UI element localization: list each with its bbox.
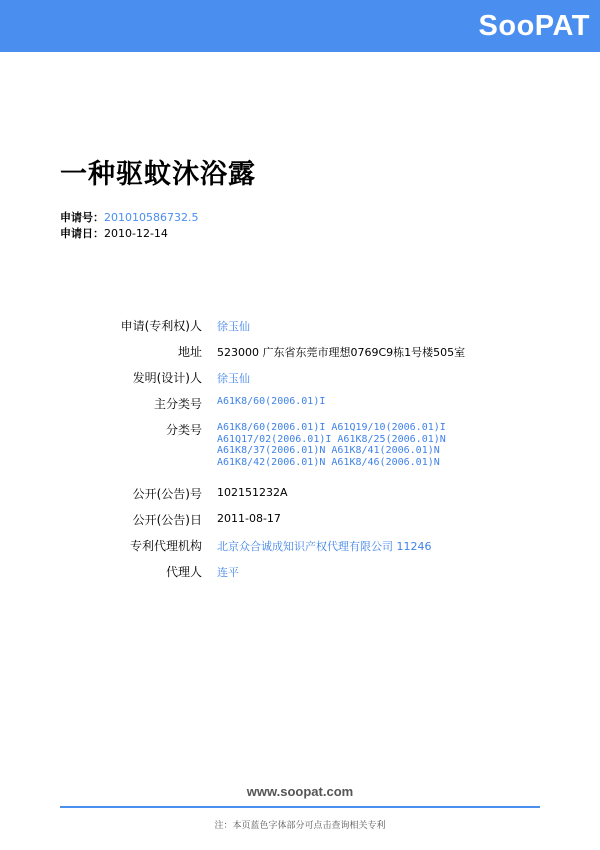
classification-link[interactable]: A61K8/60(2006.01)I A61Q19/10(2006.01)I bbox=[217, 422, 446, 433]
footer-note: 注：本页蓝色字体部分可点击查询相关专利 bbox=[214, 821, 386, 831]
publication-date-label: 公开(公告)日 bbox=[132, 513, 202, 527]
soopat-logo[interactable]: SooPAT bbox=[478, 10, 590, 42]
application-number-link[interactable]: 201010586732.5 bbox=[104, 211, 199, 224]
applicant-link[interactable]: 徐玉仙 bbox=[217, 320, 250, 333]
inventor-label: 发明(设计)人 bbox=[132, 371, 202, 385]
patent-title: 一种驱蚊沐浴露 bbox=[60, 159, 256, 190]
footer-url[interactable]: www.soopat.com bbox=[246, 784, 354, 799]
address-label: 地址 bbox=[177, 345, 202, 359]
header-bar bbox=[0, 0, 600, 52]
main-class-label: 主分类号 bbox=[153, 397, 202, 411]
inventor-link[interactable]: 徐玉仙 bbox=[217, 372, 250, 385]
application-number-label: 申请号： bbox=[60, 211, 104, 224]
applicant-label: 申请(专利权)人 bbox=[120, 319, 202, 333]
agency-link[interactable]: 北京众合诚成知识产权代理有限公司 11246 bbox=[217, 540, 432, 553]
main-class-link[interactable]: A61K8/60(2006.01)I bbox=[217, 396, 326, 407]
classification-list bbox=[217, 422, 446, 468]
agency-label: 专利代理机构 bbox=[129, 539, 202, 553]
publication-number-value: 102151232A bbox=[217, 486, 288, 499]
application-date-value: 2010-12-14 bbox=[104, 227, 168, 240]
agent-label: 代理人 bbox=[165, 565, 202, 579]
classification-link[interactable]: A61Q17/02(2006.01)I A61K8/25(2006.01)N bbox=[217, 433, 446, 445]
publication-number-label: 公开(公告)号 bbox=[132, 487, 202, 501]
classification-link[interactable]: A61K8/42(2006.01)N A61K8/46(2006.01)N bbox=[217, 456, 440, 468]
agent-link[interactable]: 连平 bbox=[217, 566, 239, 579]
footer-divider bbox=[60, 806, 540, 808]
classification-link[interactable]: A61K8/37(2006.01)N A61K8/41(2006.01)N bbox=[217, 445, 440, 456]
application-date-row bbox=[60, 225, 168, 241]
classification-label: 分类号 bbox=[165, 423, 202, 437]
application-number-row bbox=[60, 209, 198, 225]
application-date-label: 申请日： bbox=[60, 227, 104, 240]
address-value: 523000 广东省东莞市理想0769C9栋1号楼505室 bbox=[217, 346, 466, 359]
publication-date-value: 2011-08-17 bbox=[217, 512, 281, 525]
